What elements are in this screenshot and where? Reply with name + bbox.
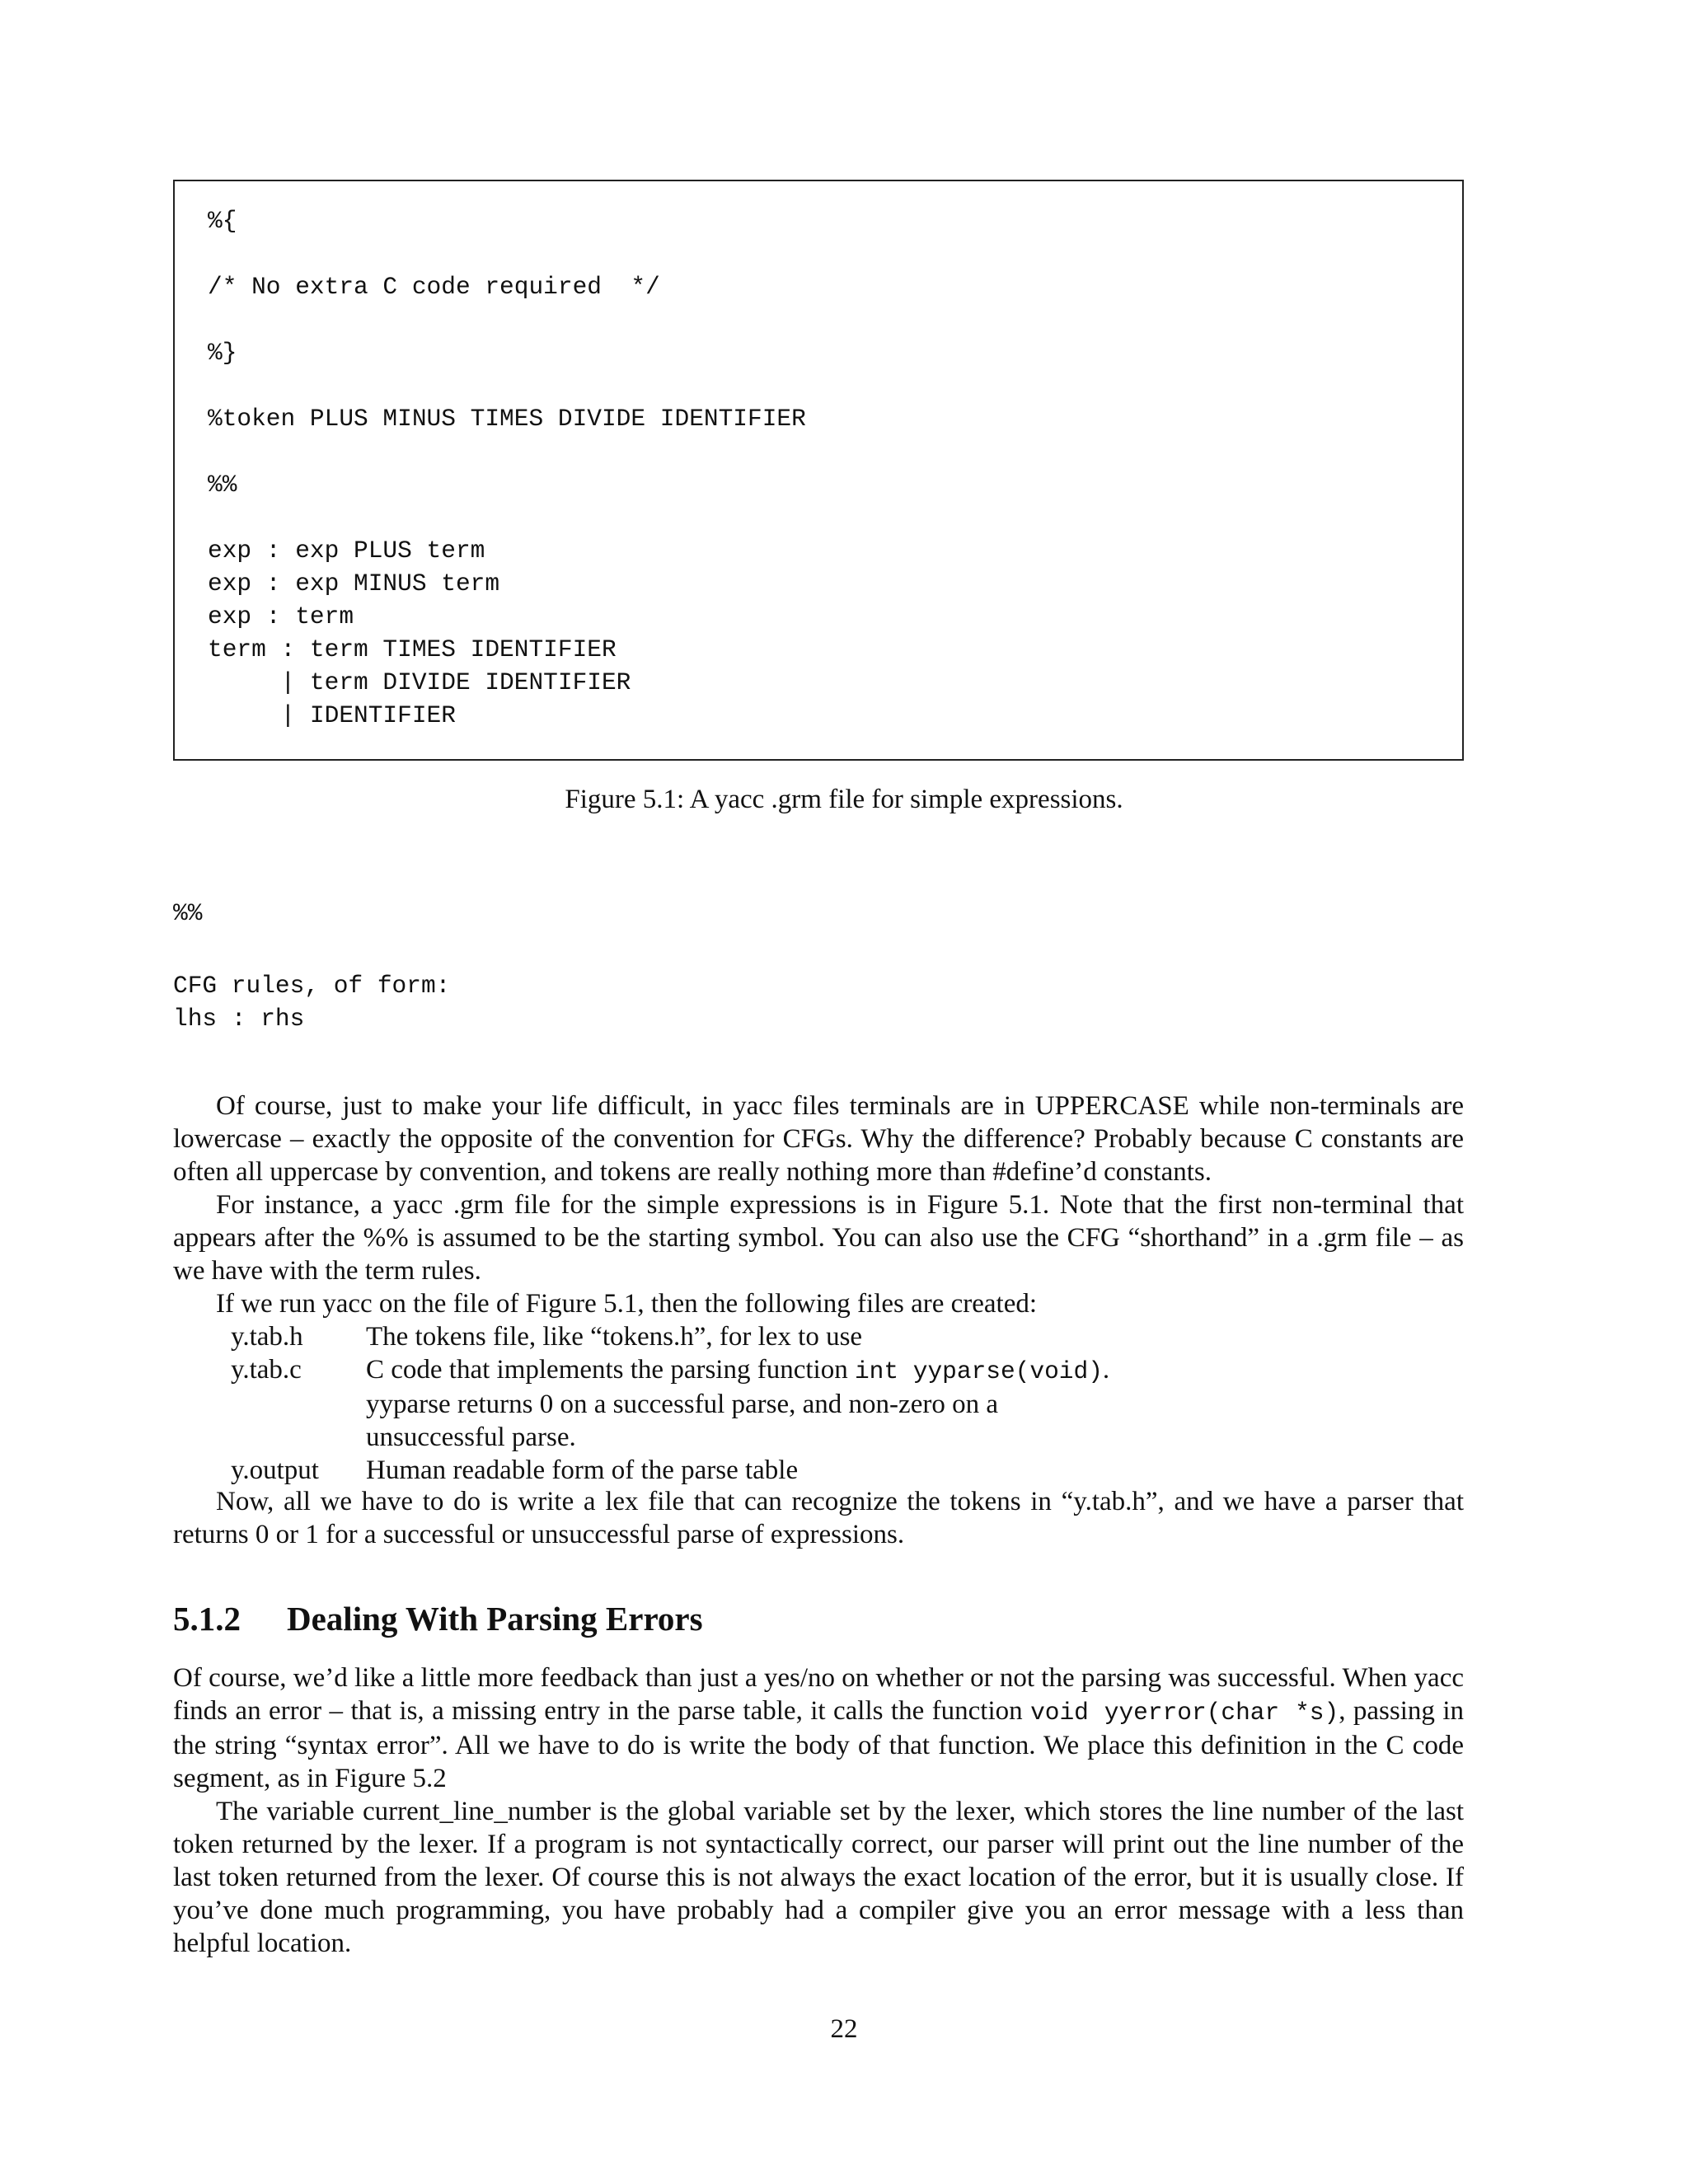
figure-code-box [173,180,1464,761]
file-name [231,1388,366,1421]
files-row [231,1454,1273,1487]
section-title: Dealing With Parsing Errors [287,1600,703,1638]
paragraph [173,1661,1464,1795]
paragraph-text: Of course, we’d like a little more feedback than just a yes/no on whether or not the parsing was successful. When yacc finds an error – that is, a missing entry in the parse table, it calls the function [173,1663,1464,1726]
section-number: 5.1.2 [173,1600,241,1638]
file-description: Human readable form of the parse table [366,1455,799,1485]
paragraph: For instance, a yacc .grm file for the simple expressions is in Figure 5.1. Note that the first non-terminal that appears after the %% is assumed to be the starting symbol. You can also use the CFG “shorthand” in a .grm file – as we have with the term rules. [173,1190,1464,1286]
file-description [366,1353,1273,1388]
files-row [231,1388,1273,1421]
code-line: %token PLUS MINUS TIMES DIVIDE IDENTIFIER [208,405,806,433]
code-line: %{ [208,207,237,235]
file-description: yyparse returns 0 on a successful parse, and non-zero on a [366,1390,998,1419]
paragraph: If we run yacc on the file of Figure 5.1, then the following files are created: [216,1289,1038,1319]
code-line: %% [208,471,237,499]
code-line: /* No extra C code required */ [208,273,660,301]
file-description: The tokens file, like “tokens.h”, for lex to use [366,1322,863,1352]
files-row [231,1353,1273,1388]
body-text-block [173,1090,1464,1320]
paragraph-text: , passing in the string “syntax error”. All we have to do is write the body of that function. We place this definition in the C code segment, as in Figure 5.2 [173,1696,1464,1793]
file-desc-text: . [1102,1355,1110,1385]
code-line: %} [208,339,237,367]
file-desc-text: C code that implements the parsing function [366,1355,855,1385]
paragraph: Of course, just to make your life difficult, in yacc files terminals are in UPPERCASE while non-terminals are lowercase – exactly the opposite of the convention for CFGs. Why the difference? Probably because C constants are often all uppercase by convention, and tokens are really nothing more than #define’d constants. [173,1091,1464,1187]
file-description: unsuccessful parse. [366,1422,576,1452]
generated-files-table [231,1320,1273,1487]
paragraph: The variable current_line_number is the global variable set by the lexer, which stores the line number of the last token returned by the lexer. If a program is not syntactically correct, our parser will print out the line number of the last token returned from the lexer. Of course this is not always the exact location of the error, but it is usually close. If you’ve done much programming, you have probably had a compiler give you an error message with a less than helpful location. [173,1797,1464,1958]
template-line: %% [173,899,203,927]
code-line: | term DIVIDE IDENTIFIER [208,668,631,696]
file-name: y.tab.h [231,1322,303,1352]
code-line: exp : exp PLUS term [208,537,485,565]
file-name: y.tab.c [231,1355,302,1385]
body-text-block [173,1661,1464,1960]
code-line: | IDENTIFIER [208,701,456,729]
file-name: y.output [231,1455,319,1485]
code-line: exp : exp MINUS term [208,569,500,598]
code-line: term : term TIMES IDENTIFIER [208,635,617,663]
body-text-block [173,1485,1464,1551]
page-number: 22 [830,2014,858,2044]
paragraph: Now, all we have to do is write a lex file that can recognize the tokens in “y.tab.h”, and we have a parser that returns 0 or 1 for a successful or unsuccessful parse of expressions. [173,1487,1464,1549]
files-row [231,1320,1273,1353]
template-line: CFG rules, of form: [173,972,451,1000]
template-line: lhs : rhs [173,1005,305,1033]
file-name [231,1421,366,1454]
inline-code: void yyerror(char *s) [1030,1699,1339,1727]
files-row [231,1421,1273,1454]
inline-code: int yyparse(void) [854,1357,1103,1385]
figure-caption: Figure 5.1: A yacc .grm file for simple expressions. [565,785,1123,814]
code-line: exp : term [208,602,354,630]
section-heading [173,1599,703,1638]
